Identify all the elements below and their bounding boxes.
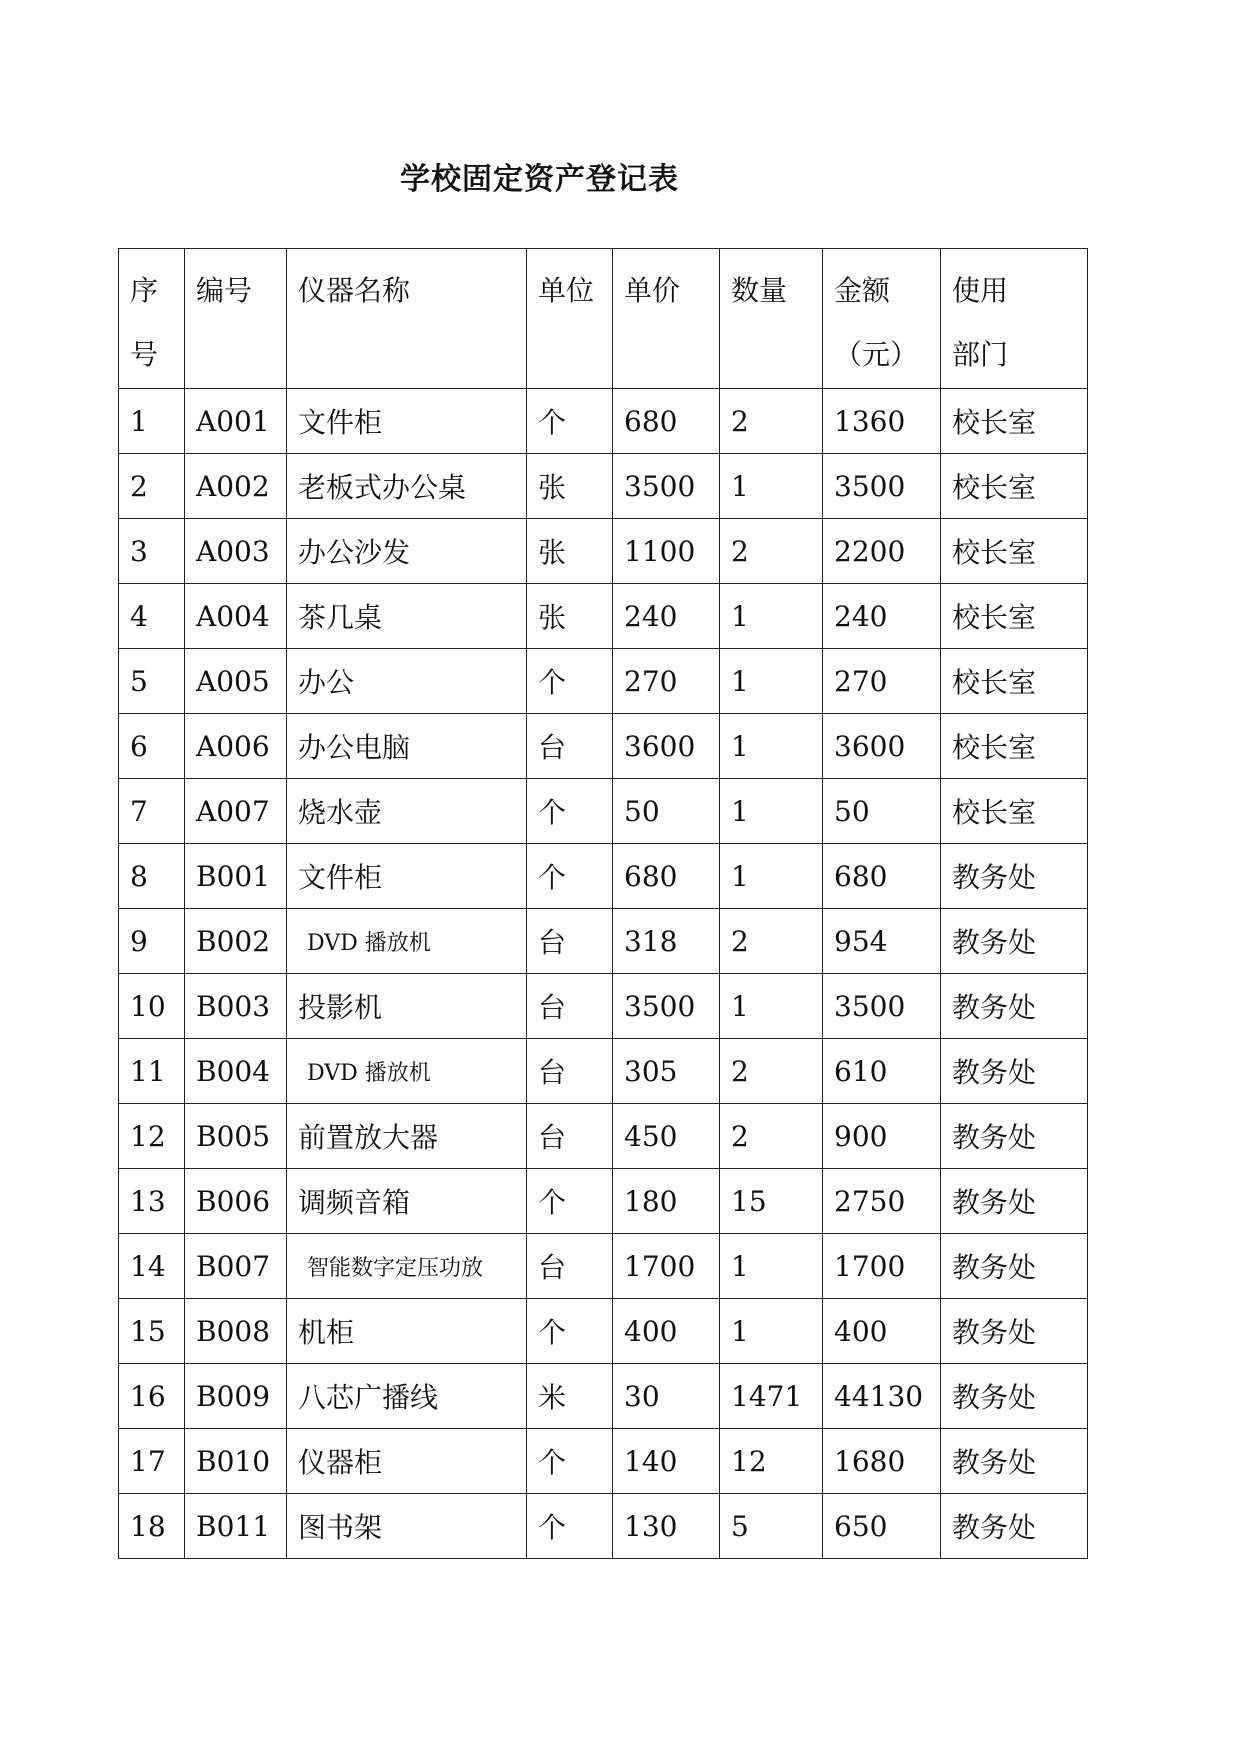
cell-qty: 2 — [720, 909, 823, 974]
table-row — [119, 454, 1088, 519]
cell-code: B008 — [185, 1299, 287, 1364]
table-row — [119, 1039, 1088, 1104]
header-seq-line2: 号 — [130, 338, 159, 371]
table-row — [119, 1104, 1088, 1169]
cell-name: 调频音箱 — [287, 1169, 527, 1234]
cell-unit: 张 — [527, 584, 613, 649]
cell-unit: 台 — [527, 1104, 613, 1169]
table-row — [119, 909, 1088, 974]
cell-seq: 18 — [119, 1494, 185, 1559]
cell-price: 3500 — [613, 454, 720, 519]
cell-seq: 16 — [119, 1364, 185, 1429]
table-row — [119, 714, 1088, 779]
cell-qty: 1 — [720, 1299, 823, 1364]
cell-price: 1100 — [613, 519, 720, 584]
cell-price: 450 — [613, 1104, 720, 1169]
cell-amount: 44130 — [823, 1364, 941, 1429]
cell-dept: 校长室 — [941, 779, 1088, 844]
cell-amount: 1700 — [823, 1234, 941, 1299]
document-title: 学校固定资产登记表 — [400, 162, 679, 197]
cell-dept: 教务处 — [941, 1429, 1088, 1494]
table-row — [119, 1234, 1088, 1299]
cell-name: 智能数字定压功放 — [287, 1234, 527, 1299]
table-row — [119, 649, 1088, 714]
cell-unit: 个 — [527, 1299, 613, 1364]
cell-dept: 教务处 — [941, 909, 1088, 974]
table-row — [119, 779, 1088, 844]
asset-register-table — [118, 248, 1088, 1559]
cell-dept: 教务处 — [941, 1169, 1088, 1234]
cell-code: B011 — [185, 1494, 287, 1559]
cell-unit: 个 — [527, 779, 613, 844]
cell-name: 老板式办公桌 — [287, 454, 527, 519]
cell-code: B002 — [185, 909, 287, 974]
cell-name: 前置放大器 — [287, 1104, 527, 1169]
header-amount-line1: 金额 — [834, 274, 891, 307]
header-name: 仪器名称 — [287, 249, 527, 389]
cell-dept: 教务处 — [941, 974, 1088, 1039]
cell-unit: 个 — [527, 649, 613, 714]
cell-price: 318 — [613, 909, 720, 974]
cell-seq: 11 — [119, 1039, 185, 1104]
cell-code: A004 — [185, 584, 287, 649]
header-price: 单价 — [613, 249, 720, 389]
cell-dept: 校长室 — [941, 519, 1088, 584]
cell-code: A005 — [185, 649, 287, 714]
cell-name: 文件柜 — [287, 844, 527, 909]
header-amount-line2: （元） — [834, 338, 919, 371]
cell-qty: 1 — [720, 584, 823, 649]
cell-qty: 5 — [720, 1494, 823, 1559]
cell-code: A001 — [185, 389, 287, 454]
cell-dept: 教务处 — [941, 1234, 1088, 1299]
cell-qty: 2 — [720, 519, 823, 584]
header-dept-line1: 使用 — [952, 274, 1009, 307]
cell-price: 240 — [613, 584, 720, 649]
table-row — [119, 1494, 1088, 1559]
cell-unit: 个 — [527, 1429, 613, 1494]
header-qty: 数量 — [720, 249, 823, 389]
cell-seq: 5 — [119, 649, 185, 714]
cell-seq: 8 — [119, 844, 185, 909]
cell-name: 办公电脑 — [287, 714, 527, 779]
cell-name: 仪器柜 — [287, 1429, 527, 1494]
cell-name: 八芯广播线 — [287, 1364, 527, 1429]
cell-seq: 13 — [119, 1169, 185, 1234]
header-seq — [119, 249, 185, 389]
cell-amount: 240 — [823, 584, 941, 649]
cell-price: 305 — [613, 1039, 720, 1104]
cell-qty: 1 — [720, 779, 823, 844]
table-row — [119, 519, 1088, 584]
cell-unit: 台 — [527, 1039, 613, 1104]
cell-amount: 954 — [823, 909, 941, 974]
cell-name: 烧水壶 — [287, 779, 527, 844]
cell-code: B009 — [185, 1364, 287, 1429]
cell-code: A003 — [185, 519, 287, 584]
table-row — [119, 974, 1088, 1039]
cell-unit: 台 — [527, 909, 613, 974]
cell-qty: 2 — [720, 1039, 823, 1104]
cell-dept: 教务处 — [941, 1364, 1088, 1429]
cell-price: 400 — [613, 1299, 720, 1364]
cell-qty: 1 — [720, 649, 823, 714]
cell-unit: 个 — [527, 1169, 613, 1234]
header-dept-line2: 部门 — [952, 338, 1009, 371]
table-row — [119, 1429, 1088, 1494]
cell-amount: 3600 — [823, 714, 941, 779]
cell-seq: 15 — [119, 1299, 185, 1364]
cell-unit: 米 — [527, 1364, 613, 1429]
cell-seq: 7 — [119, 779, 185, 844]
cell-amount: 50 — [823, 779, 941, 844]
cell-seq: 2 — [119, 454, 185, 519]
cell-qty: 1 — [720, 974, 823, 1039]
table-row — [119, 1364, 1088, 1429]
cell-amount: 680 — [823, 844, 941, 909]
header-row — [119, 249, 1088, 389]
cell-price: 680 — [613, 844, 720, 909]
cell-qty: 1 — [720, 844, 823, 909]
cell-qty: 15 — [720, 1169, 823, 1234]
cell-dept: 校长室 — [941, 714, 1088, 779]
cell-name: 办公 — [287, 649, 527, 714]
cell-seq: 14 — [119, 1234, 185, 1299]
cell-dept: 校长室 — [941, 584, 1088, 649]
cell-unit: 台 — [527, 714, 613, 779]
cell-qty: 2 — [720, 1104, 823, 1169]
cell-qty: 1471 — [720, 1364, 823, 1429]
cell-qty: 1 — [720, 714, 823, 779]
cell-seq: 6 — [119, 714, 185, 779]
cell-name: 投影机 — [287, 974, 527, 1039]
cell-seq: 3 — [119, 519, 185, 584]
cell-unit: 台 — [527, 1234, 613, 1299]
cell-qty: 1 — [720, 454, 823, 519]
cell-unit: 个 — [527, 1494, 613, 1559]
cell-price: 30 — [613, 1364, 720, 1429]
cell-code: B001 — [185, 844, 287, 909]
cell-price: 1700 — [613, 1234, 720, 1299]
cell-price: 680 — [613, 389, 720, 454]
cell-qty: 2 — [720, 389, 823, 454]
cell-unit: 个 — [527, 844, 613, 909]
header-unit: 单位 — [527, 249, 613, 389]
cell-amount: 1360 — [823, 389, 941, 454]
header-code: 编号 — [185, 249, 287, 389]
cell-amount: 3500 — [823, 974, 941, 1039]
cell-amount: 3500 — [823, 454, 941, 519]
cell-amount: 400 — [823, 1299, 941, 1364]
cell-price: 130 — [613, 1494, 720, 1559]
cell-code: B010 — [185, 1429, 287, 1494]
table-body — [119, 249, 1088, 1559]
cell-amount: 1680 — [823, 1429, 941, 1494]
cell-seq: 17 — [119, 1429, 185, 1494]
cell-code: A002 — [185, 454, 287, 519]
cell-code: B007 — [185, 1234, 287, 1299]
cell-code: A006 — [185, 714, 287, 779]
cell-dept: 教务处 — [941, 1494, 1088, 1559]
table-row — [119, 1299, 1088, 1364]
cell-seq: 10 — [119, 974, 185, 1039]
cell-seq: 1 — [119, 389, 185, 454]
cell-unit: 张 — [527, 519, 613, 584]
cell-amount: 610 — [823, 1039, 941, 1104]
cell-seq: 12 — [119, 1104, 185, 1169]
cell-qty: 1 — [720, 1234, 823, 1299]
cell-dept: 教务处 — [941, 1104, 1088, 1169]
cell-dept: 教务处 — [941, 1299, 1088, 1364]
cell-price: 50 — [613, 779, 720, 844]
header-dept — [941, 249, 1088, 389]
cell-price: 3600 — [613, 714, 720, 779]
cell-amount: 2750 — [823, 1169, 941, 1234]
cell-unit: 个 — [527, 389, 613, 454]
cell-seq: 4 — [119, 584, 185, 649]
cell-amount: 650 — [823, 1494, 941, 1559]
table-row — [119, 584, 1088, 649]
cell-name: DVD 播放机 — [287, 1039, 527, 1104]
cell-amount: 270 — [823, 649, 941, 714]
cell-price: 140 — [613, 1429, 720, 1494]
cell-name: 机柜 — [287, 1299, 527, 1364]
cell-unit: 台 — [527, 974, 613, 1039]
cell-dept: 教务处 — [941, 1039, 1088, 1104]
table-row — [119, 844, 1088, 909]
cell-code: B003 — [185, 974, 287, 1039]
cell-price: 180 — [613, 1169, 720, 1234]
cell-price: 3500 — [613, 974, 720, 1039]
cell-name: 图书架 — [287, 1494, 527, 1559]
cell-name: 文件柜 — [287, 389, 527, 454]
cell-dept: 校长室 — [941, 454, 1088, 519]
cell-dept: 校长室 — [941, 389, 1088, 454]
table-row — [119, 389, 1088, 454]
cell-price: 270 — [613, 649, 720, 714]
cell-qty: 12 — [720, 1429, 823, 1494]
cell-dept: 教务处 — [941, 844, 1088, 909]
cell-amount: 900 — [823, 1104, 941, 1169]
cell-name: DVD 播放机 — [287, 909, 527, 974]
cell-name: 茶几桌 — [287, 584, 527, 649]
cell-unit: 张 — [527, 454, 613, 519]
header-amount — [823, 249, 941, 389]
cell-dept: 校长室 — [941, 649, 1088, 714]
cell-code: B006 — [185, 1169, 287, 1234]
cell-amount: 2200 — [823, 519, 941, 584]
cell-code: B005 — [185, 1104, 287, 1169]
header-seq-line1: 序 — [130, 274, 159, 307]
cell-code: B004 — [185, 1039, 287, 1104]
cell-code: A007 — [185, 779, 287, 844]
cell-seq: 9 — [119, 909, 185, 974]
table-row — [119, 1169, 1088, 1234]
cell-name: 办公沙发 — [287, 519, 527, 584]
